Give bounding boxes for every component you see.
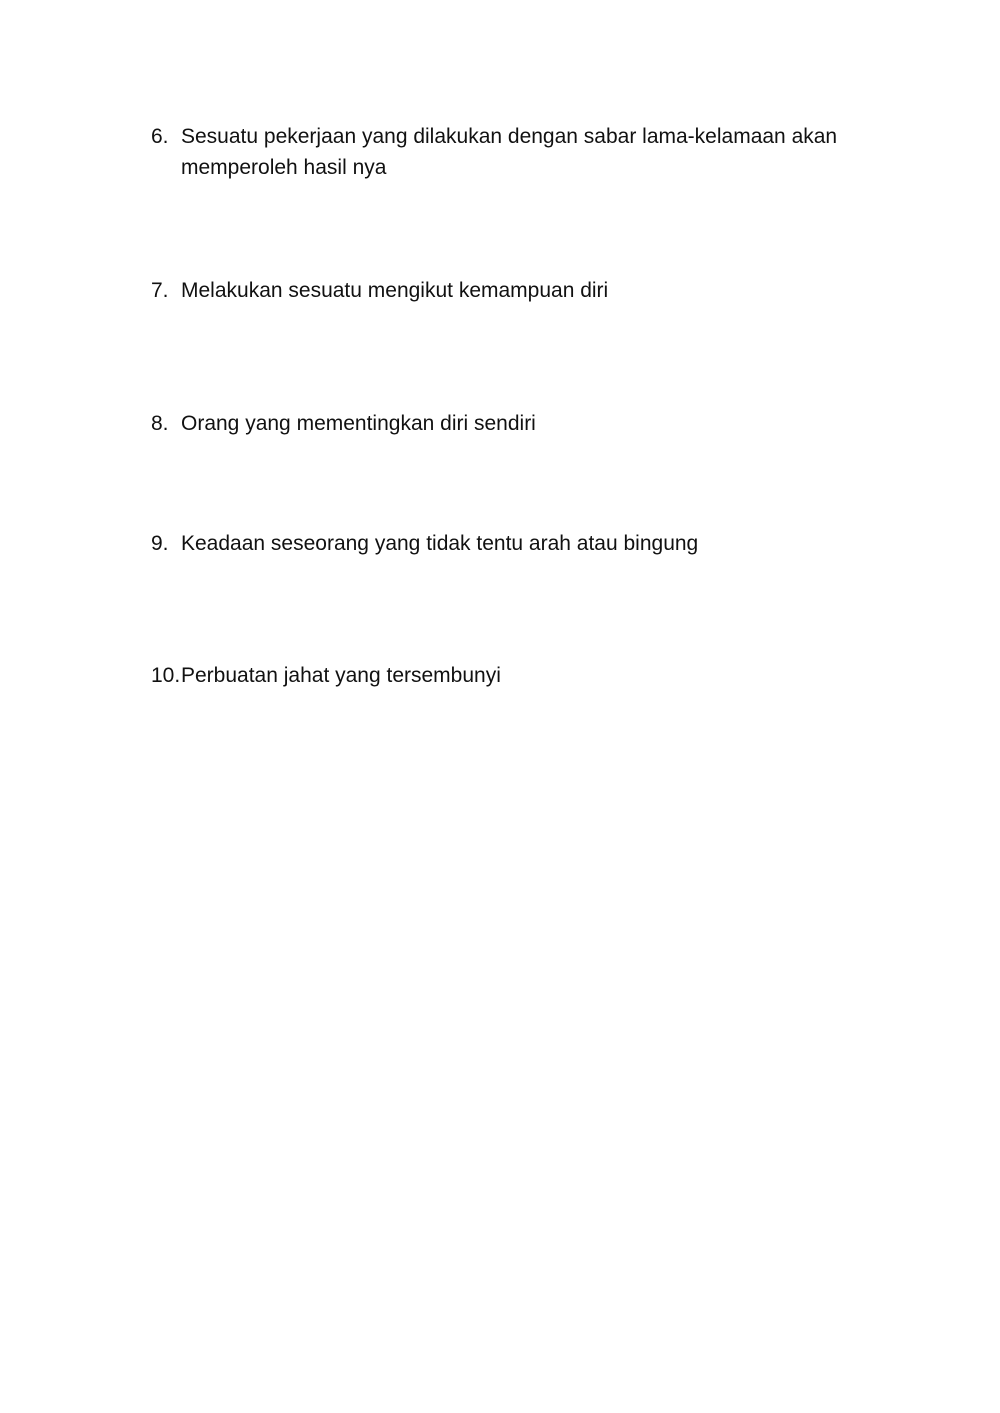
question-item-6: [151, 121, 871, 183]
question-number: 9.: [151, 532, 169, 555]
question-text: Melakukan sesuatu mengikut kemampuan diri: [181, 279, 609, 302]
question-number: 7.: [151, 279, 169, 302]
question-number: 10.: [151, 664, 181, 687]
question-text: Keadaan seseorang yang tidak tentu arah atau bingung: [181, 532, 699, 555]
question-item-7: [151, 275, 871, 306]
question-text: Sesuatu pekerjaan yang dilakukan dengan sabar lama-kelamaan akan memperoleh hasil nya: [181, 125, 838, 179]
question-item-8: [151, 408, 871, 439]
question-number: 6.: [151, 125, 169, 148]
question-item-10: [151, 660, 871, 691]
question-text: Orang yang mementingkan diri sendiri: [181, 412, 536, 435]
question-item-9: [151, 528, 871, 559]
question-text: Perbuatan jahat yang tersembunyi: [181, 664, 501, 687]
question-number: 8.: [151, 412, 169, 435]
